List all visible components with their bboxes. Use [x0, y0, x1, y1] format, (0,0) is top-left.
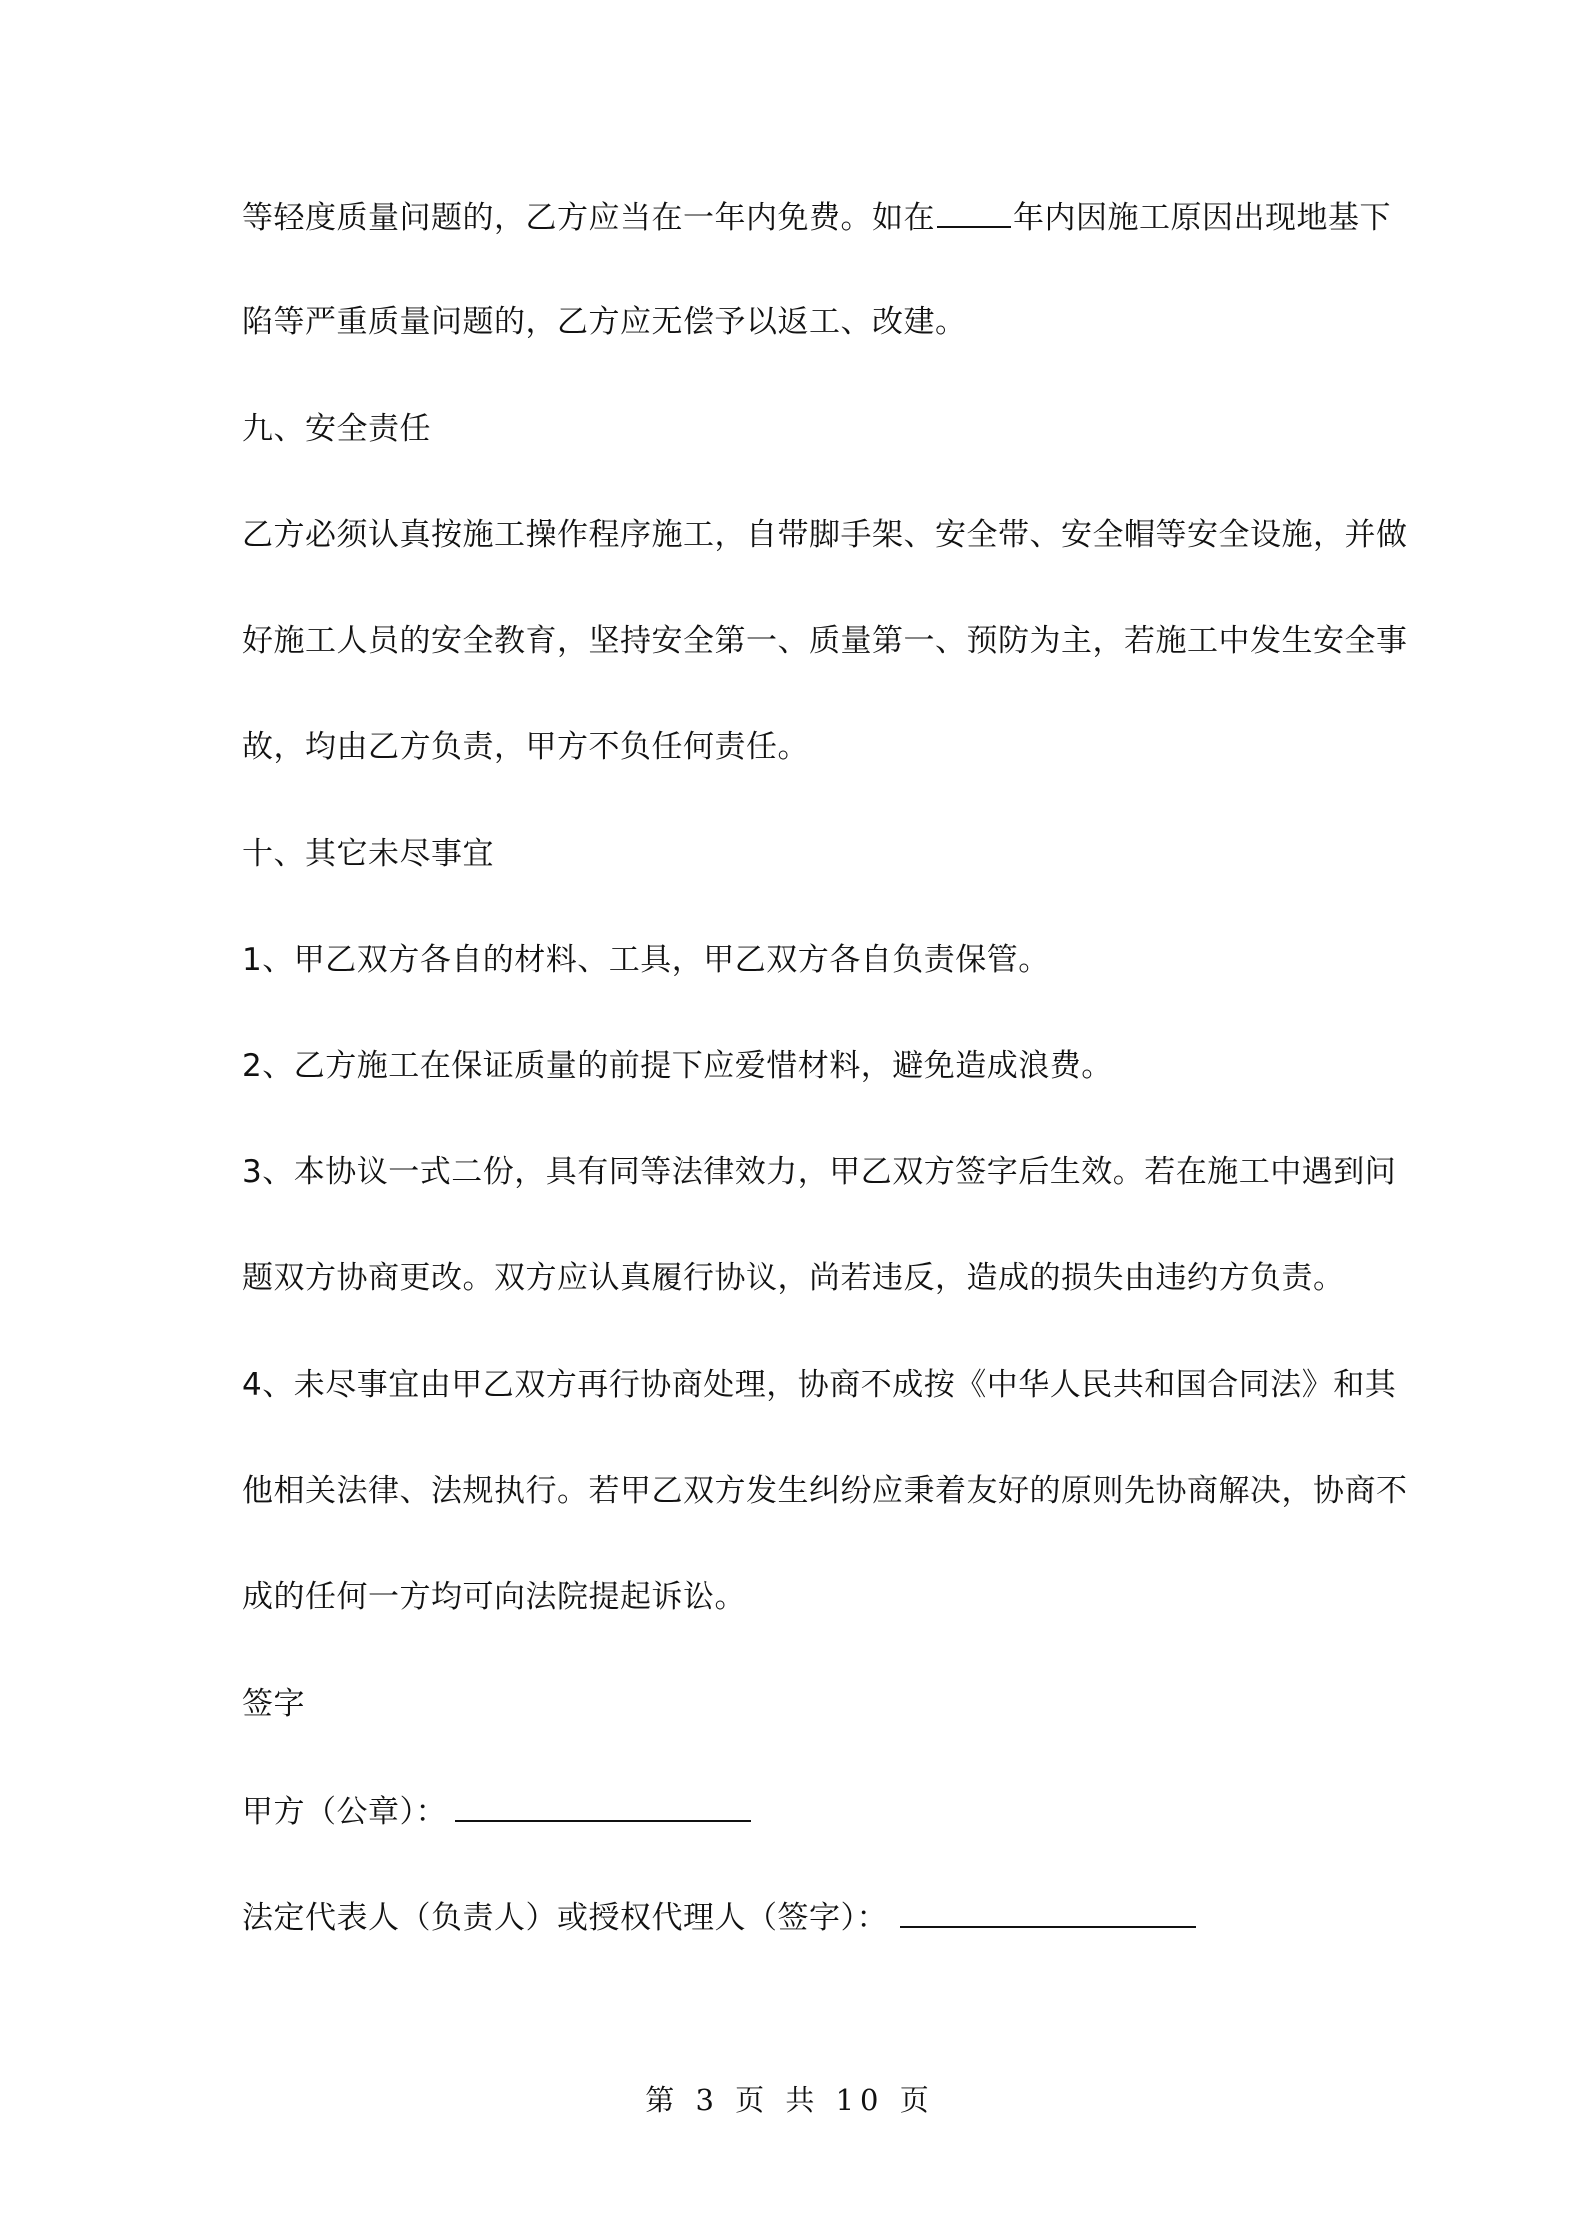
representative-label: 法定代表人（负责人）或授权代理人（签字）：: [242, 1900, 888, 1936]
list-item: 2、乙方施工在保证质量的前提下应爱惜材料，避免造成浪费。: [242, 1048, 1113, 1084]
paragraph-line: [242, 196, 1391, 238]
paragraph-line: 成的任何一方均可向法院提起诉讼。: [242, 1579, 746, 1615]
fill-in-blank: [937, 196, 1011, 228]
list-item: 1、甲乙双方各自的材料、工具，甲乙双方各自负责保管。: [242, 942, 1050, 978]
section-heading: 九、安全责任: [242, 411, 431, 447]
party-a-label: 甲方（公章）：: [242, 1794, 447, 1830]
page-number: 第 3 页 共 10 页: [645, 2083, 935, 2117]
text-segment: 年内因施工原因出现地基下: [1013, 200, 1391, 236]
section-heading: 十、其它未尽事宜: [242, 836, 494, 872]
party-a-signature-line: [242, 1790, 753, 1832]
text-segment: 等轻度质量问题的，乙方应当在一年内免费。如在: [242, 200, 935, 236]
paragraph-line: 他相关法律、法规执行。若甲乙双方发生纠纷应秉着友好的原则先协商解决，协商不: [242, 1473, 1408, 1509]
paragraph-line: 题双方协商更改。双方应认真履行协议，尚若违反，造成的损失由违约方负责。: [242, 1260, 1345, 1296]
signature-heading: 签字: [242, 1686, 305, 1722]
paragraph-line: 好施工人员的安全教育，坚持安全第一、质量第一、预防为主，若施工中发生安全事: [242, 623, 1408, 659]
party-a-signature-blank: [455, 1790, 751, 1822]
paragraph-line: 陷等严重质量问题的，乙方应无偿予以返工、改建。: [242, 304, 967, 340]
representative-signature-blank: [900, 1896, 1196, 1928]
list-item: 4、未尽事宜由甲乙双方再行协商处理，协商不成按《中华人民共和国合同法》和其: [242, 1367, 1397, 1403]
paragraph-line: 乙方必须认真按施工操作程序施工，自带脚手架、安全带、安全帽等安全设施，并做: [242, 517, 1408, 553]
paragraph-line: 故，均由乙方负责，甲方不负任何责任。: [242, 729, 809, 765]
representative-signature-line: [242, 1896, 1198, 1938]
list-item: 3、本协议一式二份，具有同等法律效力，甲乙双方签字后生效。若在施工中遇到问: [242, 1154, 1397, 1190]
